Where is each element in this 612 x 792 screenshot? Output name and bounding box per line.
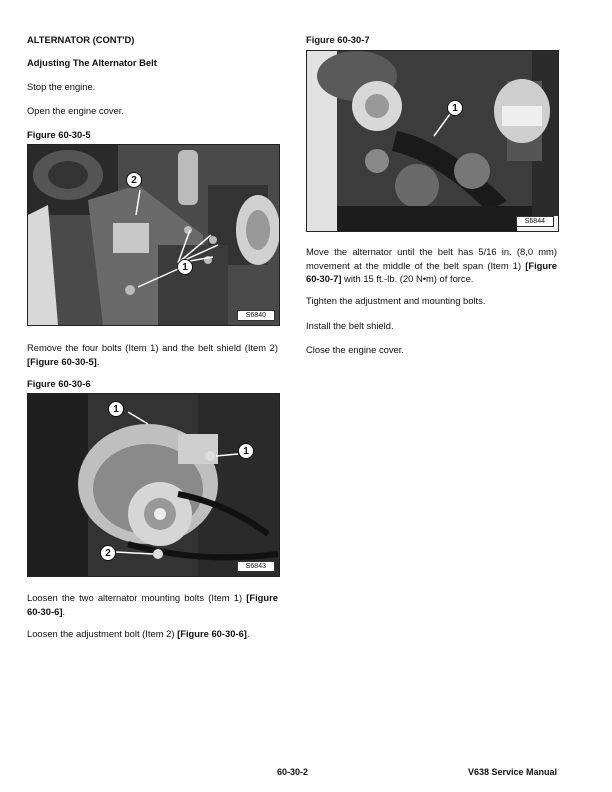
figure-60-30-6-photo	[27, 393, 280, 577]
remove-instruction: Remove the four bolts (Item 1) and the belt shield (Item 2) [Figure 60-30-5].	[27, 342, 278, 367]
callout-item-2: 2	[126, 172, 142, 188]
figure-code: S6840	[237, 310, 275, 321]
section-title: ALTERNATOR (CONT'D)	[27, 34, 135, 45]
subsection-title: Adjusting The Alternator Belt	[27, 57, 157, 68]
step-stop-engine: Stop the engine.	[27, 81, 96, 92]
install-instruction: Install the belt shield.	[306, 320, 394, 331]
figure-code: S6844	[516, 216, 554, 227]
callout-item-1: 1	[177, 259, 193, 275]
tighten-instruction: Tighten the adjustment and mounting bolts.	[306, 295, 486, 306]
figure-ref: [Figure 60-30-5]	[27, 355, 97, 367]
close-instruction: Close the engine cover.	[306, 344, 404, 355]
figure-60-30-7-caption: Figure 60-30-7	[306, 34, 370, 45]
figure-60-30-6-caption: Figure 60-30-6	[27, 378, 91, 389]
figure-ref: [Figure 60-30-7]	[306, 259, 557, 284]
figure-60-30-5-caption: Figure 60-30-5	[27, 129, 91, 140]
step-open-cover: Open the engine cover.	[27, 105, 124, 116]
callout-item-1: 1	[238, 443, 254, 459]
loosen-adjustment-instruction: Loosen the adjustment bolt (Item 2) [Figure 60-30-6].	[27, 628, 250, 639]
callout-item-1: 1	[108, 401, 124, 417]
figure-ref: [Figure 60-30-6]	[177, 628, 247, 639]
figure-60-30-7-photo	[306, 50, 559, 232]
loosen-mounting-instruction: Loosen the two alternator mounting bolts (Item 1) [Figure 60-30-6].	[27, 592, 278, 617]
callout-item-1: 1	[447, 100, 463, 116]
figure-ref: [Figure 60-30-6]	[27, 592, 278, 617]
manual-title: V638 Service Manual	[468, 767, 558, 777]
move-alternator-instruction: Move the alternator until the belt has 5/16 in. (8,0 mm) movement at the middle of the belt span (Item 1) [Figure 60-30-7] with 15 ft.-lb. (20 N•m) of force.	[306, 246, 557, 284]
callout-item-2: 2	[100, 545, 116, 561]
figure-60-30-5-photo	[27, 144, 280, 326]
figure-code: S6843	[237, 561, 275, 572]
page-number: 60-30-2	[277, 767, 309, 777]
